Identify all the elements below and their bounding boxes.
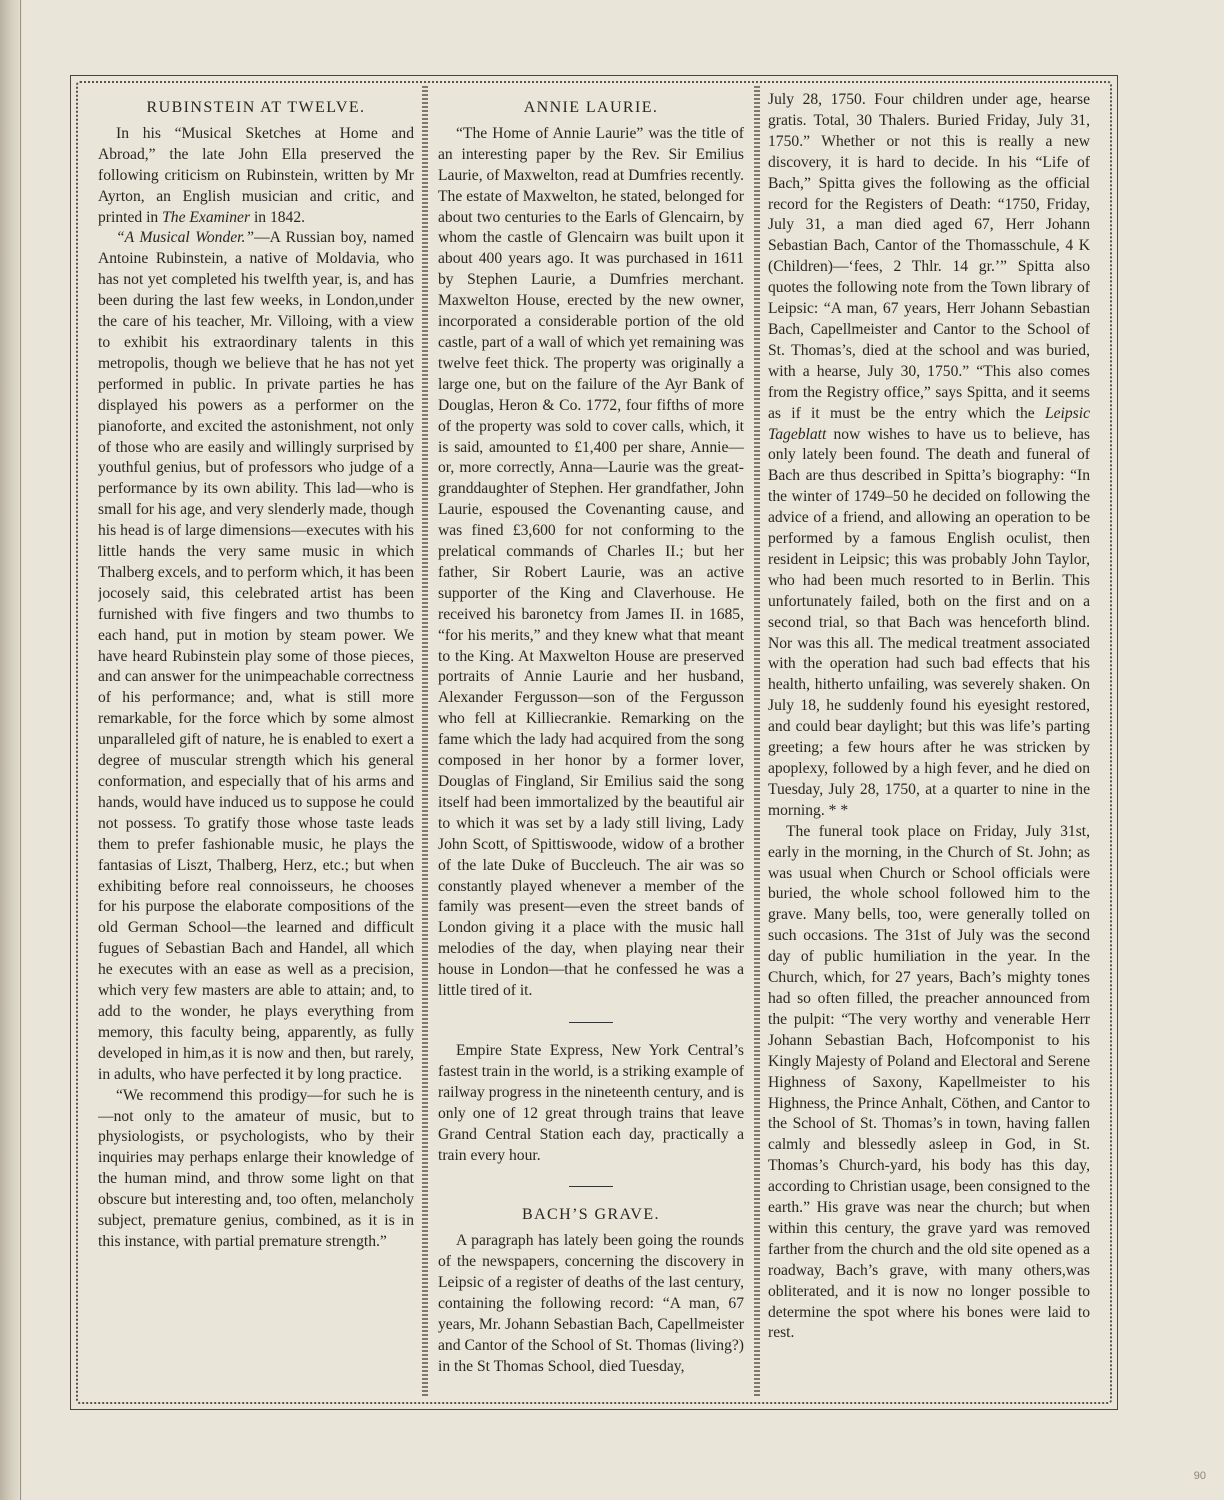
paragraph-bach-2: July 28, 1750. Four children under age, hearse gratis. Total, 30 Thalers. Buried Friday, July 31, 1750.” Whether or not this is really a new discovery, it is hard to decide. In his “Life of Bach,” Spitta gives the following as the official record for the Registers of Death: “1750, Friday, July 31, a man died aged 67, Herr Johann Sebastian Bach, Cantor of the Thomasschule, 4 K (Children)—‘fees, 2 Thlr. 14 gr.’” Spitta also quotes the following note from the Town library of Leipsic: “A man, 67 years, Herr Johann Sebastian Bach, Capellmeister and Cantor to the School of St. Thomas’s, died at the school and was buried, with a hearse, July 30, 1750.” “This also comes from the Registry office,” says Spitta, and it seems as if it must be the entry which the Leipsic Tageblatt now wishes to have us to believe, has only lately been found. The death and funeral of Bach are thus described in Spitta’s biography: “In the winter of 1749–50 he decided on following the advice of a friend, and allowing an operation to be performed by a famous English oculist, then resident in Leipsic; this was probably John Taylor, who had been much resorted to in Berlin. This unfortunately failed, both on the first and on a second trial, so that Bach was henceforth blind. Nor was this all. The medical treatment associated with the operation had such bad effects that his health, hitherto unfailing, was severely shaken. On July 18, he suddenly found his eyesight restored, and could bear daylight; but this was life’s parting greeting; a few hours after he was stricken by apoplexy, followed by a high fever, and he died on Tuesday, July 28, 1750, at a quarter to nine in the morning. * * (768, 91, 1090, 819)
paragraph-intro: In his “Musical Sketches at Home and Abroad,” the late John Ella preserved the following criticism on Rubinstein, written by Mr Ayrton, an English musician and critic, and printed in The Examiner in 1842. (98, 124, 414, 226)
paragraph-funeral: The funeral took place on Friday, July 31st, early in the morning, in the Church of St. John; as was usual when Church or School officials were buried, the whole school followed him to the grave. Many bells, too, were generally tolled on such occasions. The 31st of July was the second day of public humiliation in the year. In the Church, which, for 27 years, Bach’s mighty tones had so often filled, the preacher announced from the pulpit: “The very worthy and venerable Herr Johann Sebastian Bach, Hofcomponist to his Kingly Majesty of Poland and Electoral and Serene Highness of Saxony, Kapellmeister to his Highness, the Prince Anhalt, Cöthen, and Cantor to the School of St. Thomas’s in town, having fallen calmly and blessedly asleep in God, in St. Thomas’s Church-yard, his body has this day, according to Christian usage, been consigned to the earth.” His grave was near the church; but when within this century, the grave yard was removed farther from the church and the old site opened as a roadway, Bach’s grave, with many others,was obliterated, and it is now no longer possible to determine the spot where his bones were laid to rest. (768, 822, 1090, 1342)
heading-annie-laurie: ANNIE LAURIE. (523, 99, 659, 116)
column-annie-laurie (438, 90, 744, 1390)
publication-title: The Examiner (162, 208, 251, 226)
column-bach-continued (768, 90, 1090, 1390)
paragraph-empire-state: Empire State Express, New York Central’s fastest train in the world, is a striking example of railway progress in the nineteenth century, and is only one of 12 great through trains that leave Grand Central Station each day, practically a train every hour. (438, 1041, 744, 1164)
paragraph-recommend: “We recommend this prodigy—for such he is—not only to the amateur of music, but to physiologists, or psychologists, who by their inquiries may perhaps enlarge their knowledge of the human mind, and throw some light on that obscure but interesting and, too often, melancholy subject, premature genius, combined, as it is in this instance, with partial premature strength.” (98, 1086, 414, 1250)
column-divider-left (422, 86, 428, 1398)
binding-spine (0, 0, 22, 1500)
binding-edge (20, 0, 21, 1500)
section-rule (569, 1022, 613, 1023)
column-rubinstein (98, 90, 414, 1390)
column-divider-right (754, 86, 760, 1398)
paragraph-bach-1: A paragraph has lately been going the rounds of the newspapers, concerning the discovery in Leipsic of a register of deaths of the last century, containing the following record: “A man, 67 years, Mr. Johann Sebastian Bach, Capellmeister and Cantor of the School of St. Thomas (living?) in the St Thomas School, died Tuesday, (438, 1232, 744, 1375)
paragraph-annie-laurie: “The Home of Annie Laurie” was the title of an interesting paper by the Rev. Sir Emilius Laurie, of Maxwelton, read at Dumfries recently. The estate of Maxwelton, he stated, belonged for about two centuries to the Earls of Glencairn, by whom the castle of Glencairn was built upon it about 400 years ago. It was purchased in 1611 by Stephen Laurie, a Dumfries merchant. Maxwelton House, erected by the new owner, incorporated a considerable portion of the old castle, part of a wall of which yet remaining was twelve feet thick. The property was originally a large one, but on the failure of the Ayr Bank of Douglas, Heron & Co. 1772, four fifths of more of the property was sold to cover calls, which, it is said, amounted to £1,400 per share, Annie—or, more correctly, Anna—Laurie was the great-granddaughter of Stephen. Her grandfather, John Laurie, espoused the Covenanting cause, and was fined £3,600 for not conforming to the prelatical commands of Charles II.; but her father, Sir Robert Laurie, was an active supporter of the King and Claverhouse. He received his baronetcy from James II. in 1685, “for his merits,” and they knew what that meant to the King. At Maxwelton House are preserved portraits of Annie Laurie and her husband, Alexander Fergusson—son of the Fergusson who fell at Killiecrankie. Remarking on the fame which the lady had acquired from the song composed in her honor by a former lover, Douglas of Fingland, Sir Emilius said the song itself had been immortalized by the beautiful air to which it was set by a lady still living, Lady John Scott, of Spittiswoode, widow of a brother of the late Duke of Buccleuch. The air was so constantly played whenever a member of the family was present—even the street bands of London giving it a place with the music hall melodies of the day, when playing near their house in London—that he confessed he was a little tired of it. (438, 124, 744, 1000)
heading-bachs-grave: BACH’S GRAVE. (522, 1206, 660, 1224)
section-rule (569, 1186, 613, 1187)
paragraph-musical-wonder: “A Musical Wonder.”—A Russian boy, named Antoine Rubinstein, a native of Moldavia, who has not yet completed his twelfth year, is, and has been during the last few weeks, in London,under the care of his teacher, Mr. Villoing, with a view to exhibit his extraordinary talents in this metropolis, though we believe that he has not yet performed in public. In private parties he has displayed his powers as a performer on the pianoforte, and excited the astonishment, not only of those who are easily and willingly surprised by youthful genius, but of professors who judge of a performance by its own ability. This lad—who is small for his age, and very slenderly made, though his head is of large dimensions—executes with his little hands the very same music in which Thalberg excels, and to perform which, it has been jocosely said, this celebrated artist has been furnished with five fingers and two thumbs to each hand, put in motion by steam power. We have heard Rubinstein play some of those pieces, and can answer for the unimpeachable correctness of his performance; and, what is still more remarkable, for the force which by some almost unparalleled gift of nature, he is enabled to exert a degree of muscular strength which his general conformation, and especially that of his arms and hands, would have induced us to suppose he could not possess. To gratify those whose taste leads them to prefer fashionable music, he plays the fantasias of Liszt, Thalberg, Herz, etc.; but when exhibiting before real connoisseurs, he chooses for his purpose the elaborate compositions of the old German School—the learned and difficult fugues of Sebastian Bach and Handel, all which he executes with an ease as well as a precision, which very few masters are able to attain; and, to add to the wonder, he plays everything from memory, this faculty being, apparently, as fully developed in him,as it is now and then, but rarely, in adults, who have perfected it by long practice. (98, 229, 414, 1083)
newspaper-title: Leipsic Tageblatt (768, 404, 1090, 443)
heading-rubinstein: RUBINSTEIN AT TWELVE. (146, 99, 366, 116)
page-number: 90 (1193, 1470, 1206, 1482)
article-title: “A Musical Wonder.” (116, 229, 255, 247)
